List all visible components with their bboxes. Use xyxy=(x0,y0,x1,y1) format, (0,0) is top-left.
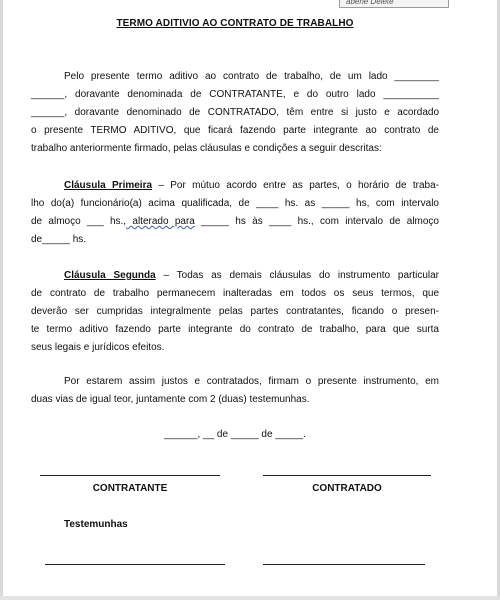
clause-two-heading: Cláusula Segunda xyxy=(64,270,156,281)
toolbar-delete-fragment[interactable]: abene Delete xyxy=(339,0,449,8)
document-title: TERMO ADITIVIO AO CONTRATO DE TRABALHO xyxy=(116,18,354,29)
witness-two-signature-line xyxy=(263,564,425,565)
clause-two-line: Cláusula Segunda – Todas as demais cláusulas do instrumento particular xyxy=(64,270,440,281)
intro-line: ______, doravante denominada de CONTRATANTE, e do outro lado __________ xyxy=(31,89,439,100)
clause-one-line: Cláusula Primeira – Por mútuo acordo entre as partes, o horário de traba- xyxy=(64,180,440,191)
closing-line: duas vias de igual teor, juntamente com 2 (duas) testemunhas. xyxy=(31,394,310,405)
clause-one-paragraph xyxy=(31,177,439,249)
clause-one-heading: Cláusula Primeira xyxy=(64,180,153,191)
spellcheck-marked-text: alterado para xyxy=(126,216,195,227)
witness-one-signature-line xyxy=(45,564,225,565)
clause-two-paragraph xyxy=(31,267,439,357)
date-line: ______, __ de _____ de _____. xyxy=(164,429,306,440)
clause-two-line: de contrato de trabalho permanecem inalteradas em todos os seus termos, que xyxy=(31,288,439,299)
contratado-label: CONTRATADO xyxy=(312,483,382,494)
clause-one-line: lho do(a) funcionário(a) acima qualificada, de ____ hs. as _____ hs, com intervalo xyxy=(31,198,439,209)
clause-two-line: seus legais e jurídicos efeitos. xyxy=(31,342,165,353)
closing-line: Por estarem assim justos e contratados, firmam o presente instrumento, em xyxy=(64,376,439,387)
intro-paragraph xyxy=(31,68,439,158)
contratante-signature-line xyxy=(40,475,220,476)
intro-line: ______, doravante denominado de CONTRATADO, têm entre si justo e acordado xyxy=(31,107,439,118)
closing-paragraph xyxy=(31,373,439,409)
intro-line: Pelo presente termo aditivo ao contrato de trabalho, de um lado ________ xyxy=(64,71,439,82)
clause-two-line: te termo aditivo fazendo parte integrante do contrato de trabalho, para que surta xyxy=(31,324,439,335)
intro-line: trabalho anteriormente firmado, pelas cláusulas e condições a seguir descritas: xyxy=(31,143,382,154)
contratante-label: CONTRATANTE xyxy=(92,483,168,494)
witnesses-label: Testemunhas xyxy=(64,519,128,530)
clause-two-line: deverão ser cumpridas integralmente pelas partes contratantes, ficando o presen- xyxy=(31,306,439,317)
contratado-signature-line xyxy=(263,475,431,476)
clause-one-line: de almoço ___ hs., alterado para _____ hs às ____ hs., com intervalo de almoço xyxy=(31,216,439,227)
intro-line: o presente TERMO ADITIVO, que ficará fazendo parte integrante ao contrato de xyxy=(31,125,439,136)
clause-one-line: de_____ hs. xyxy=(31,234,87,245)
